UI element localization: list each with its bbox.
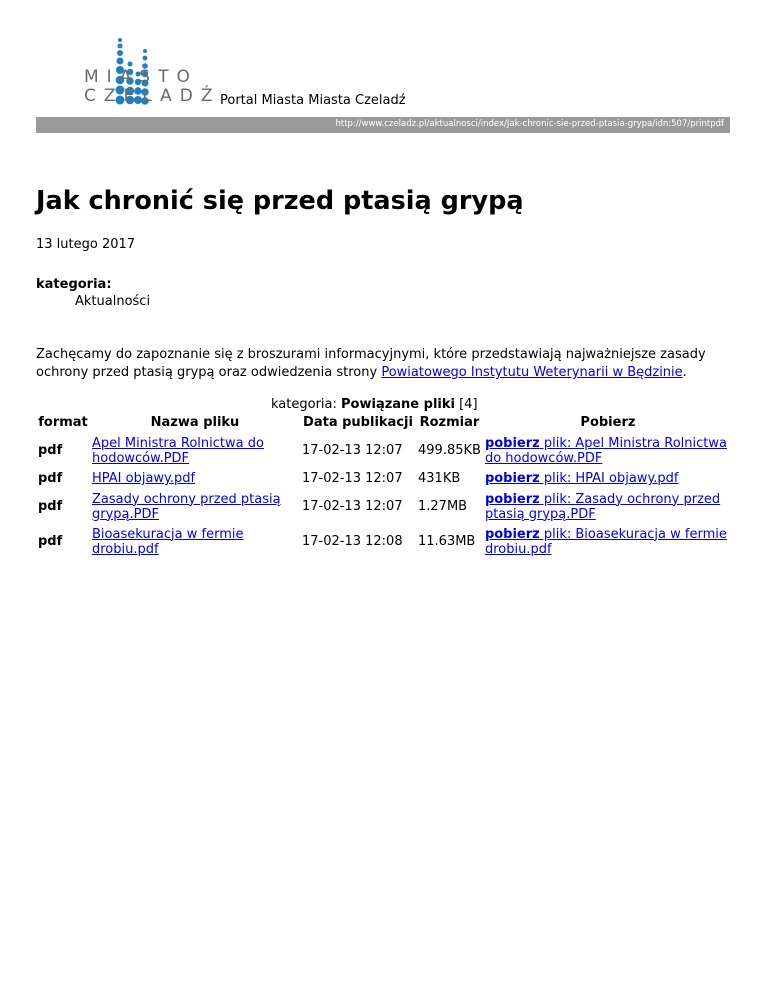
files-table-header — [36, 413, 733, 433]
article-intro — [36, 346, 726, 382]
download-link[interactable] — [485, 471, 679, 486]
files-table — [36, 413, 733, 559]
file-size: 1.27MB — [418, 499, 468, 514]
download-text: plik: HPAI objawy.pdf — [539, 471, 679, 486]
file-size: 499.85KB — [418, 443, 481, 458]
header-size: Rozmiar — [419, 415, 480, 430]
intro-end: . — [682, 365, 687, 380]
header-date: Data publikacji — [303, 415, 413, 430]
files-caption — [271, 397, 478, 412]
download-text: plik: Bioasekuracja w fermie drobiu.pdf — [484, 526, 727, 557]
file-size: 431KB — [418, 471, 461, 486]
table-row — [36, 468, 733, 489]
portal-name: Portal Miasta Miasta Czeladź — [220, 93, 406, 108]
intro-text: Zachęcamy do zapoznanie się z broszurami informacyjnymi, które przedstawiają najważniejsze zasady ochrony przed ptasią grypą oraz odwiedzenia strony — [36, 347, 706, 380]
download-word: pobierz — [484, 491, 540, 507]
download-link[interactable] — [485, 527, 727, 557]
page-url: http://www.czeladz.pl/aktualnosci/index/Jak-chronic-sie-przed-ptasia-grypa/idn:507/printpdf — [335, 119, 724, 129]
files-caption-title: Powiązane pliki — [341, 397, 455, 412]
file-date: 17-02-13 12:08 — [302, 534, 403, 549]
download-link[interactable] — [485, 492, 720, 522]
file-name-link[interactable]: Apel Ministra Rolnictwa do hodowców.PDF — [92, 435, 264, 466]
files-caption-prefix: kategoria: — [271, 397, 342, 412]
logo-text-line2: CZELADŹ — [84, 86, 221, 106]
file-format: pdf — [38, 443, 63, 458]
table-row — [36, 524, 733, 559]
article-date: 13 lutego 2017 — [36, 237, 136, 252]
table-row — [36, 433, 733, 468]
file-date: 17-02-13 12:07 — [302, 499, 403, 514]
table-row — [36, 489, 733, 524]
institute-link[interactable]: Powiatowego Instytutu Weterynarii w Będzinie — [381, 365, 683, 380]
category-label: kategoria: — [36, 277, 112, 292]
header-download: Pobierz — [580, 415, 636, 430]
file-name-link[interactable]: HPAI objawy.pdf — [92, 471, 196, 486]
article-title: Jak chronić się przed ptasią grypą — [36, 186, 524, 216]
files-caption-count: [4] — [454, 397, 478, 412]
download-text: plik: Apel Ministra Rolnictwa do hodowców.PDF — [484, 435, 727, 466]
page-header — [36, 34, 730, 114]
file-format: pdf — [38, 471, 63, 486]
file-format: pdf — [38, 499, 63, 514]
file-format: pdf — [38, 534, 63, 549]
file-name-link[interactable]: Bioasekuracja w fermie drobiu.pdf — [92, 526, 244, 557]
download-text: plik: Zasady ochrony przed ptasią grypą.PDF — [484, 491, 721, 522]
file-date: 17-02-13 12:07 — [302, 443, 403, 458]
download-word: pobierz — [484, 471, 540, 486]
category-value: Aktualności — [75, 294, 151, 309]
download-word: pobierz — [484, 435, 540, 451]
download-link[interactable] — [485, 436, 727, 466]
file-size: 11.63MB — [418, 534, 476, 549]
logo-text — [84, 68, 220, 106]
logo-text-line1: MIASTO — [84, 67, 198, 87]
file-name-link[interactable]: Zasady ochrony przed ptasią grypą.PDF — [92, 491, 281, 522]
header-format: format — [38, 415, 88, 430]
download-word: pobierz — [484, 526, 540, 542]
file-date: 17-02-13 12:07 — [302, 471, 403, 486]
url-bar — [36, 117, 730, 133]
header-name: Nazwa pliku — [150, 415, 240, 430]
